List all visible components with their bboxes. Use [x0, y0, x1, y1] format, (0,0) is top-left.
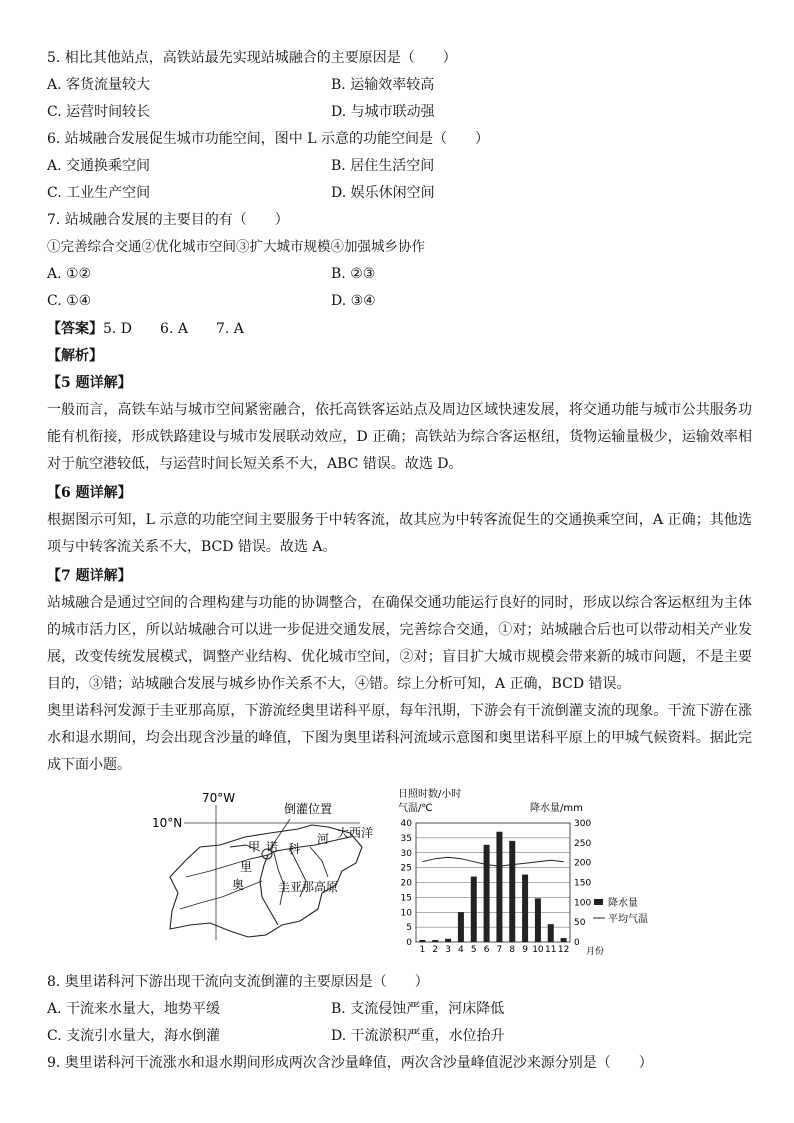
- climate-chart: [380, 785, 660, 957]
- right-tick-label: 300: [574, 819, 592, 829]
- precip-bar: [535, 898, 541, 942]
- series-line-temperature: [422, 857, 563, 866]
- q5-stem: 5. 相比其他站点，高铁站最先实现站城融合的主要原因是（ ）: [47, 50, 457, 66]
- q8-option-c: C. 支流引水量大，海水倒灌: [47, 1028, 221, 1044]
- month-tick-label: 10: [532, 945, 544, 955]
- precip-bar: [561, 938, 567, 942]
- q7-option-a: A. ①②: [47, 266, 92, 282]
- q8-option-a: A. 干流来水量大，地势平缓: [47, 1001, 221, 1017]
- right-tick-label: 50: [574, 918, 586, 929]
- right-tick-label: 100: [574, 898, 592, 909]
- month-tick-label: 2: [432, 945, 439, 955]
- precip-bar: [496, 832, 502, 942]
- q7-option-d: D. ③④: [331, 293, 376, 309]
- river-char-ao: 奥: [232, 878, 245, 892]
- q6-stem: 6. 站城融合发展促生城市功能空间，图中 L 示意的功能空间是（ ）: [47, 131, 490, 147]
- month-tick-label: 3: [445, 945, 451, 955]
- month-tick-label: 6: [483, 945, 490, 955]
- precip-bar: [471, 877, 477, 942]
- d6-text: 根据图示可知，L 示意的功能空间主要服务于中转客流，故其应为中转客流促生的交通换乘空间，A 正确；其他选项与中转客流关系不大，BCD 错误。故选 A。: [47, 512, 752, 555]
- month-tick-label: 8: [509, 945, 516, 955]
- precip-bar: [548, 924, 554, 942]
- left-tick-label: 20: [400, 878, 412, 889]
- intro-text: 奥里诺科河发源于圭亚那高原，下游流经奥里诺科平原，每年汛期，下游会有干流倒灌支流的现象。干流下游在涨水和退水期间，均会出现含沙量的峰值，下图为奥里诺科河流域示意图和奥里诺科平原上的甲城气候资料。据此完成下面小题。: [47, 703, 752, 773]
- map-city-label: 甲: [248, 840, 261, 854]
- left-tick-label: 35: [400, 833, 412, 844]
- legend-temp-label: 平均气温: [608, 914, 648, 925]
- left-tick-label: 5: [406, 923, 412, 934]
- month-tick-label: 12: [557, 945, 570, 955]
- d7-label: 【7 题详解】: [47, 568, 132, 584]
- q8-option-b: B. 支流侵蚀严重，河床降低: [331, 1001, 505, 1017]
- map-lat-label: 10°N: [152, 816, 183, 830]
- q7-option-c: C. ①④: [47, 293, 92, 309]
- left-tick-label: 15: [400, 893, 412, 904]
- d6-label: 【6 题详解】: [47, 485, 132, 501]
- map-backflow-label: 倒灌位置: [284, 802, 333, 816]
- precip-bar: [522, 875, 528, 942]
- q7-statements: ①完善综合交通②优化城市空间③扩大城市规模④加强城乡协作: [47, 239, 425, 255]
- river-char-he: 河: [317, 832, 330, 846]
- q7-option-b: B. ②③: [331, 266, 376, 282]
- q8-option-d: D. 干流淤积严重，水位抬升: [331, 1028, 505, 1044]
- q6-option-b: B. 居住生活空间: [331, 158, 435, 174]
- chart-xlabel: 月份: [586, 947, 605, 957]
- map-ocean-label: 大西洋: [337, 826, 374, 840]
- month-tick-label: 5: [470, 945, 477, 955]
- right-tick-label: 0: [574, 938, 580, 948]
- river-char-li: 里: [240, 860, 253, 874]
- chart-ylabel-right: 降水量/mm: [530, 803, 583, 814]
- q7-stem: 7. 站城融合发展的主要目的有（ ）: [47, 212, 289, 228]
- right-tick-label: 250: [574, 838, 592, 849]
- d5-label: 【5 题详解】: [47, 375, 132, 391]
- chart-title-left: 日照时数/小时: [398, 789, 462, 800]
- precip-bar: [432, 940, 438, 942]
- chart-ylabel-left: 气温/℃: [398, 803, 433, 814]
- legend-bar-swatch: [594, 899, 603, 905]
- q5-option-a: A. 客货流量较大: [47, 77, 151, 93]
- q6-option-a: A. 交通换乘空间: [47, 158, 151, 174]
- d5-text: 一般而言，高铁车站与城市空间紧密融合，依托高铁客运站点及周边区域快速发展，将交通功能与城市公共服务功能有机衔接，形成铁路建设与城市发展联动效应，D 正确；高铁站为综合客运枢纽，货物运输量极少，运输效率相对于航空港较低，与运营时间长短关系不大，ABC 错误。故选 D。: [47, 402, 752, 472]
- left-tick-label: 0: [406, 938, 412, 948]
- d7-text: 站城融合是通过空间的合理构建与功能的协调整合，在确保交通功能运行良好的同时，形成以综合客运枢纽为主体的城市活力区，所以站城融合可以进一步促进交通发展，完善综合交通，①对；站城融合后也可以带动相关产业发展，改变传统发展模式，调整产业结构、优化城市空间，②对；盲目扩大城市规模会带来新的城市问题，不是主要目的，③错；站城融合发展与城乡协作关系不大，④错。综上分析可知，A 正确，BCD 错误。: [47, 595, 752, 692]
- q8-stem: 8. 奥里诺科河下游出现干流向支流倒灌的主要原因是（ ）: [47, 974, 429, 990]
- month-tick-label: 4: [458, 945, 464, 955]
- precip-bar: [445, 939, 451, 942]
- left-tick-label: 10: [400, 908, 412, 919]
- left-tick-label: 25: [400, 863, 412, 874]
- precip-bar: [419, 940, 425, 942]
- precip-bar: [458, 912, 464, 942]
- left-tick-label: 40: [400, 819, 412, 829]
- q6-option-c: C. 工业生产空间: [47, 185, 151, 201]
- analysis-label: 【解析】: [47, 348, 103, 364]
- answer-line: [47, 319, 244, 339]
- river-char-nuo: 诺: [266, 840, 279, 854]
- orinoco-basin-map: [150, 785, 375, 945]
- map-highland-label: 圭亚那高原: [278, 880, 339, 894]
- month-tick-label: 1: [419, 945, 426, 955]
- river-char-ke: 科: [288, 842, 301, 856]
- q5-option-b: B. 运输效率较高: [331, 77, 435, 93]
- answer-text: 5. D 6. A 7. A: [103, 321, 244, 337]
- month-tick-label: 9: [522, 945, 528, 955]
- month-tick-label: 11: [545, 945, 557, 955]
- month-tick-label: 7: [496, 945, 503, 955]
- q5-option-d: D. 与城市联动强: [331, 104, 435, 120]
- legend-precip-label: 降水量: [608, 898, 638, 909]
- left-tick-label: 30: [400, 848, 412, 859]
- q9-stem: 9. 奥里诺科河干流涨水和退水期间形成两次含沙量峰值，两次含沙量峰值泥沙来源分别是（ ）: [47, 1055, 653, 1071]
- right-tick-label: 150: [574, 878, 592, 889]
- precip-bar: [484, 845, 490, 942]
- q6-option-d: D. 娱乐休闲空间: [331, 185, 435, 201]
- precip-bar: [509, 841, 515, 942]
- answer-label: 【答案】: [47, 321, 103, 337]
- right-tick-label: 200: [574, 858, 592, 869]
- map-lon-label: 70°W: [202, 791, 236, 805]
- q5-option-c: C. 运营时间较长: [47, 104, 151, 120]
